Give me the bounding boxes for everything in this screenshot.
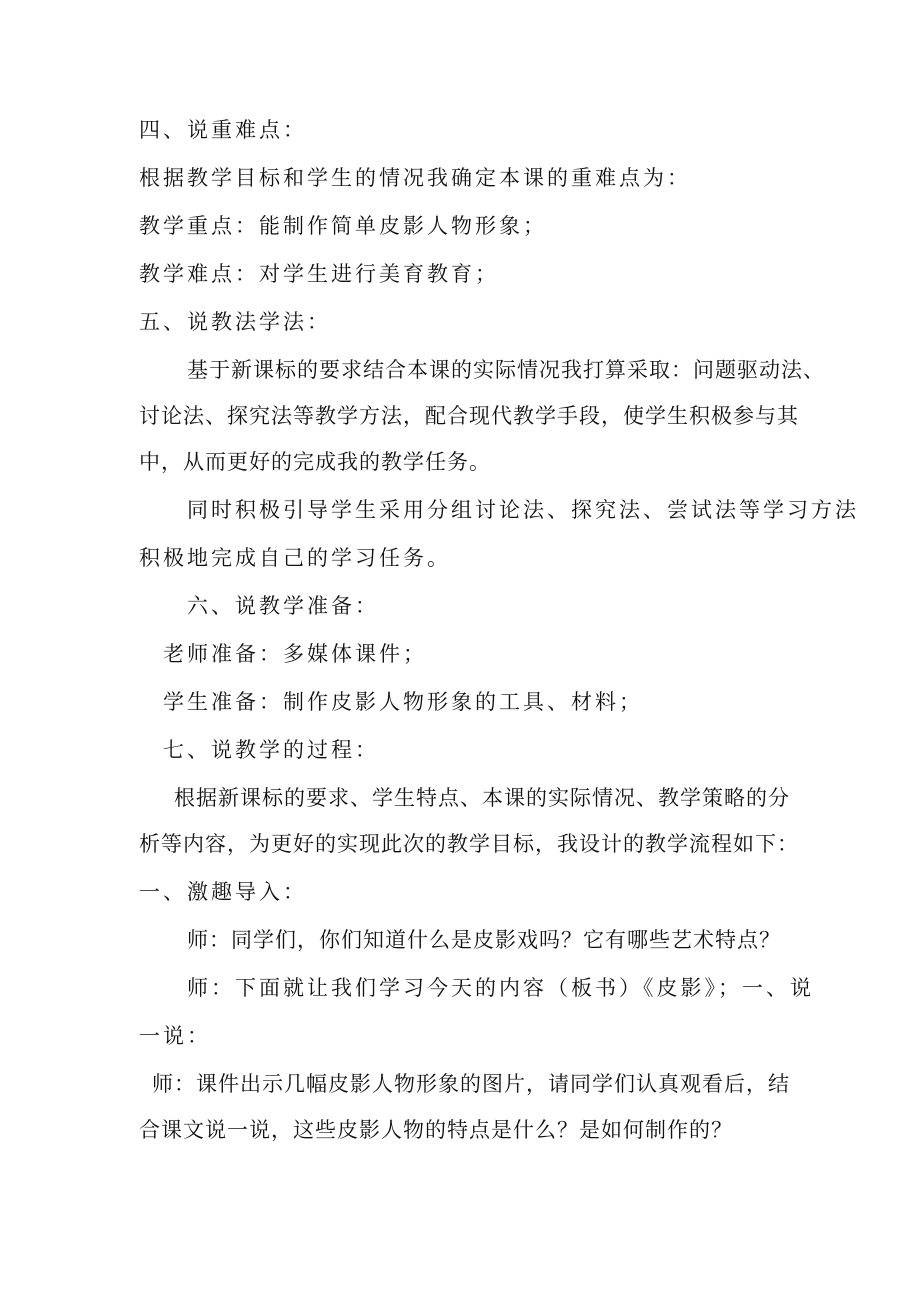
- paragraph-line: 一说：: [139, 1024, 211, 1048]
- paragraph-line: 同时积极引导学生采用分组讨论法、探究法、尝试法等学习方法: [187, 498, 859, 522]
- paragraph-line: 基于新课标的要求结合本课的实际情况我打算采取：问题驱动法、: [187, 358, 825, 382]
- paragraph-line: 教学重点：能制作简单皮影人物形象；: [139, 214, 547, 238]
- paragraph-line: 学生准备：制作皮影人物形象的工具、材料；: [163, 690, 643, 714]
- paragraph-line: 积极地完成自己的学习任务。: [139, 546, 451, 570]
- paragraph-line: 合课文说一说，这些皮影人物的特点是什么？是如何制作的？: [139, 1118, 733, 1142]
- paragraph-line: 教学难点：对学生进行美育教育；: [139, 262, 499, 286]
- paragraph-line: 根据新课标的要求、学生特点、本课的实际情况、教学策略的分: [174, 786, 790, 810]
- paragraph-line: 师：同学们，你们知道什么是皮影戏吗？它有哪些艺术特点？: [187, 928, 781, 952]
- heading-introduction: 一、激趣导入：: [139, 880, 307, 904]
- heading-process: 七、说教学的过程：: [163, 738, 379, 762]
- heading-methods: 五、说教法学法：: [139, 310, 331, 334]
- paragraph-line: 师：下面就让我们学习今天的内容（板书）《皮影》；一、说: [187, 976, 814, 1000]
- heading-key-points: 四、说重难点：: [139, 118, 307, 142]
- paragraph-line: 根据教学目标和学生的情况我确定本课的重难点为：: [139, 166, 691, 190]
- heading-preparation: 六、说教学准备：: [187, 594, 379, 618]
- paragraph-line: 老师准备：多媒体课件；: [163, 642, 427, 666]
- paragraph-line: 中，从而更好的完成我的教学任务。: [139, 450, 491, 474]
- paragraph-line: 析等内容，为更好的实现此次的教学目标，我设计的教学流程如下：: [139, 832, 799, 856]
- paragraph-line: 讨论法、探究法等教学方法，配合现代教学手段，使学生积极参与其: [139, 404, 799, 428]
- paragraph-line: 师：课件出示几幅皮影人物形象的图片，请同学们认真观看后，结: [152, 1072, 790, 1096]
